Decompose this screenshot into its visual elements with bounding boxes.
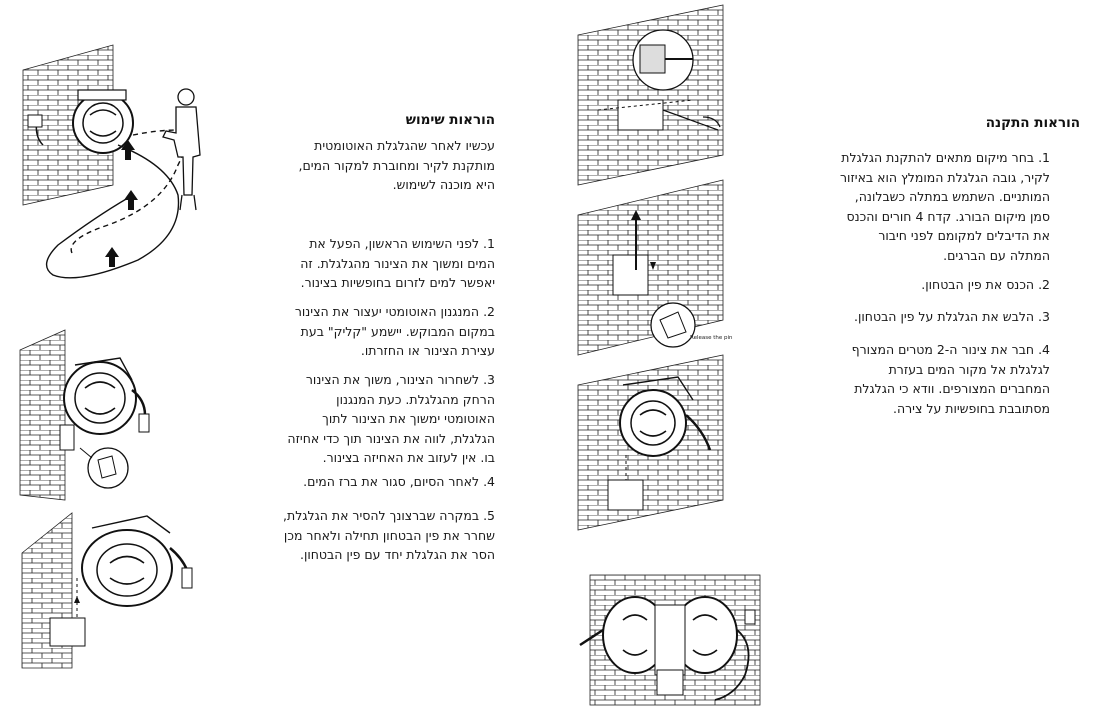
release-pin-label: Release the pin (690, 335, 733, 341)
install-step-1 (810, 148, 1050, 265)
usage-step-line: 5. במקרה שברצונך להסיר את הגלגלת, (283, 508, 495, 523)
install-step-line: לקיר, גובה הגלגלת המומלץ הוא באיזור (839, 169, 1050, 185)
usage-step-line: 1. לפני השימוש הראשון, הפעל את (309, 236, 495, 251)
install-step-line: 3. הלבש את הגלגלת על פין הבטחון. (854, 309, 1050, 324)
usage-step-2 (260, 302, 495, 361)
usage-step-line: המים ומשוך את הצינור מהגלגלת. זה (300, 255, 495, 271)
usage-figure-reel-on-wall (20, 330, 160, 500)
usage-step-line: עצירת הצינור או החזרתו. (360, 343, 495, 358)
usage-step-line: בו. אין לעזוב את האחיזה בצינור. (322, 450, 495, 465)
usage-step-line: יאפשר למים לזרום בחופשיות בצינור. (300, 275, 495, 290)
usage-step-line: הסר את הגלגלת יחד עם פין הבטחון. (299, 547, 495, 562)
usage-step-3 (255, 370, 495, 468)
install-figure-drill-holes (578, 5, 726, 185)
usage-intro-line: עכשיו לאחר שהגלגלת האוטומטית (314, 138, 495, 153)
usage-step-line: 3. לשחרור הצינור, משוך את הצינור (305, 372, 495, 387)
install-step-2 (810, 275, 1050, 295)
install-step-line: את הדיבלים למקומם לפני חיבור (878, 228, 1050, 243)
install-step-line: לגלגלת אל מקור המים בעזרת (888, 361, 1050, 377)
usage-step-line: שחרר את פין הבטחון תחילה ולאחר מכן (283, 527, 495, 543)
usage-step-5 (255, 506, 495, 565)
install-step-line: 2. הכנס את פין הבטחון. (921, 277, 1050, 292)
usage-step-line: 4. לאחר הסיום, סגור את ברז המים. (303, 474, 495, 489)
usage-figure-user-pulling-hose (18, 45, 218, 310)
usage-intro-line: מותקנת לקיר ומחוברת למקור המים, (298, 157, 495, 173)
install-step-line: 1. בחר מיקום מתאים להתקנת הגלגלת (841, 150, 1050, 165)
usage-heading: הוראות שימוש (405, 112, 495, 128)
installation-heading: הוראות התקנה (985, 115, 1080, 131)
usage-step-line: במקום המבוקש. יישמע "קליק" בעת (300, 323, 495, 339)
usage-intro-line: היא מוכנה לשימוש. (392, 177, 495, 192)
usage-step-4 (260, 472, 495, 492)
install-step-line: מסתובבת בחופשיות על צירה. (892, 400, 1050, 416)
install-step-3 (810, 307, 1050, 327)
install-step-line: המחברים המצורפים. וודא כי הגלגלת (854, 381, 1050, 396)
usage-step-line: 2. המנגנון האוטומטי יעצור את הצינור (294, 304, 495, 319)
usage-intro (270, 136, 495, 195)
install-figure-connect-water (575, 575, 770, 710)
install-step-4 (810, 340, 1050, 418)
install-figure-insert-pin (578, 180, 728, 355)
install-step-line: 4. חבר את צינור ה-2 מטרים המצורף (851, 342, 1050, 357)
usage-step-1 (260, 234, 495, 293)
usage-step-line: הגלגלת, לווה את הצינור תוך כדי אחיזה (287, 430, 495, 446)
install-step-line: סמן מיקום הבורג. קדח 4 חורים והכנס (846, 208, 1050, 224)
usage-figure-remove-reel (22, 508, 207, 673)
install-step-line: המתלה עם הברגים. (943, 247, 1050, 263)
usage-step-line: האוטומטי ימשוך את הצינור לתוך (322, 411, 495, 426)
install-figure-mount-reel (578, 355, 728, 535)
install-step-line: המותניים. השתמש במתלה כשבלונה, (854, 189, 1050, 204)
usage-step-line: הרחק מהגלגלת. כעת המנגנון (336, 391, 495, 407)
